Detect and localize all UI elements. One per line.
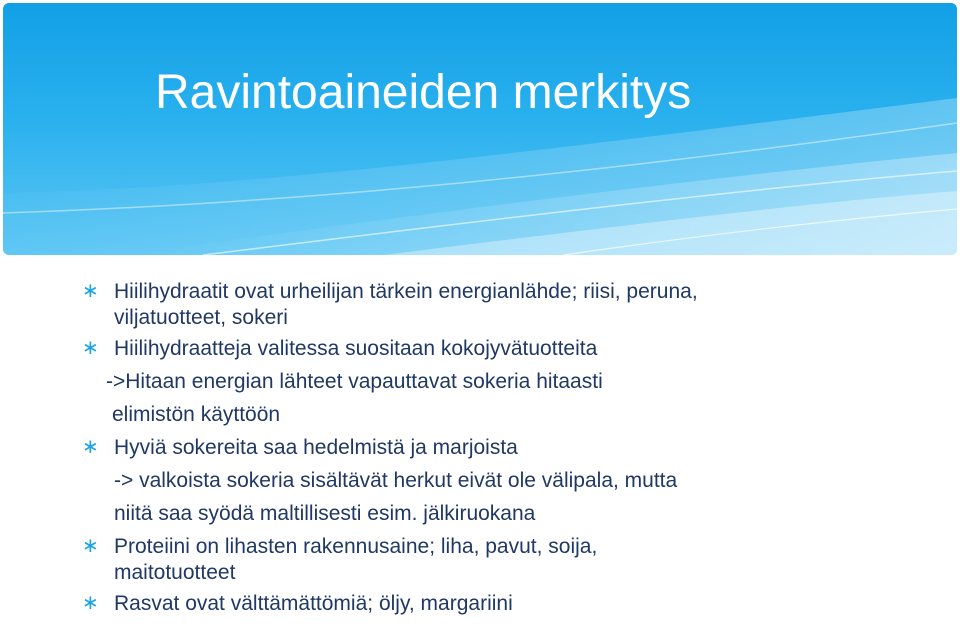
asterisk-icon: ∗ [82,592,99,614]
bullet-line: Hyviä sokereita saa hedelmistä ja marjoista [114,436,518,459]
asterisk-icon: ∗ [82,436,99,458]
asterisk-icon: ∗ [82,337,99,359]
bullet-line: maitotuotteet [114,561,236,584]
list-item [82,587,942,620]
bullet-line: Proteiini on lihasten rakennusaine; liha, pavut, soija, [114,535,598,558]
bullet-list [82,275,942,620]
bullet-line: Rasvat ovat välttämättömiä; öljy, margariini [114,592,513,615]
bullet-line: niitä saa syödä maltillisesti esim. jälkiruokana [114,502,536,525]
asterisk-icon: ∗ [82,535,99,557]
bullet-line: viljatuotteet, sokeri [114,306,288,329]
bullet-line: ->Hitaan energian lähteet vapauttavat sokeria hitaasti [106,370,603,393]
list-item [82,332,942,431]
slide-title: Ravintoaineiden merkitys [155,66,692,119]
list-item [82,431,942,530]
title-banner [3,3,957,255]
bullet-line: Hiilihydraatteja valitessa suositaan kokojyvätuotteita [114,337,598,360]
bullet-line: elimistön käyttöön [112,403,281,426]
banner-wave-graphic [3,3,957,255]
asterisk-icon: ∗ [82,280,99,302]
list-item [82,275,942,332]
bullet-line: Hiilihydraatit ovat urheilijan tärkein energianlähde; riisi, peruna, [114,280,698,303]
bullet-line: -> valkoista sokeria sisältävät herkut eivät ole välipala, mutta [114,469,678,492]
list-item [82,530,942,587]
